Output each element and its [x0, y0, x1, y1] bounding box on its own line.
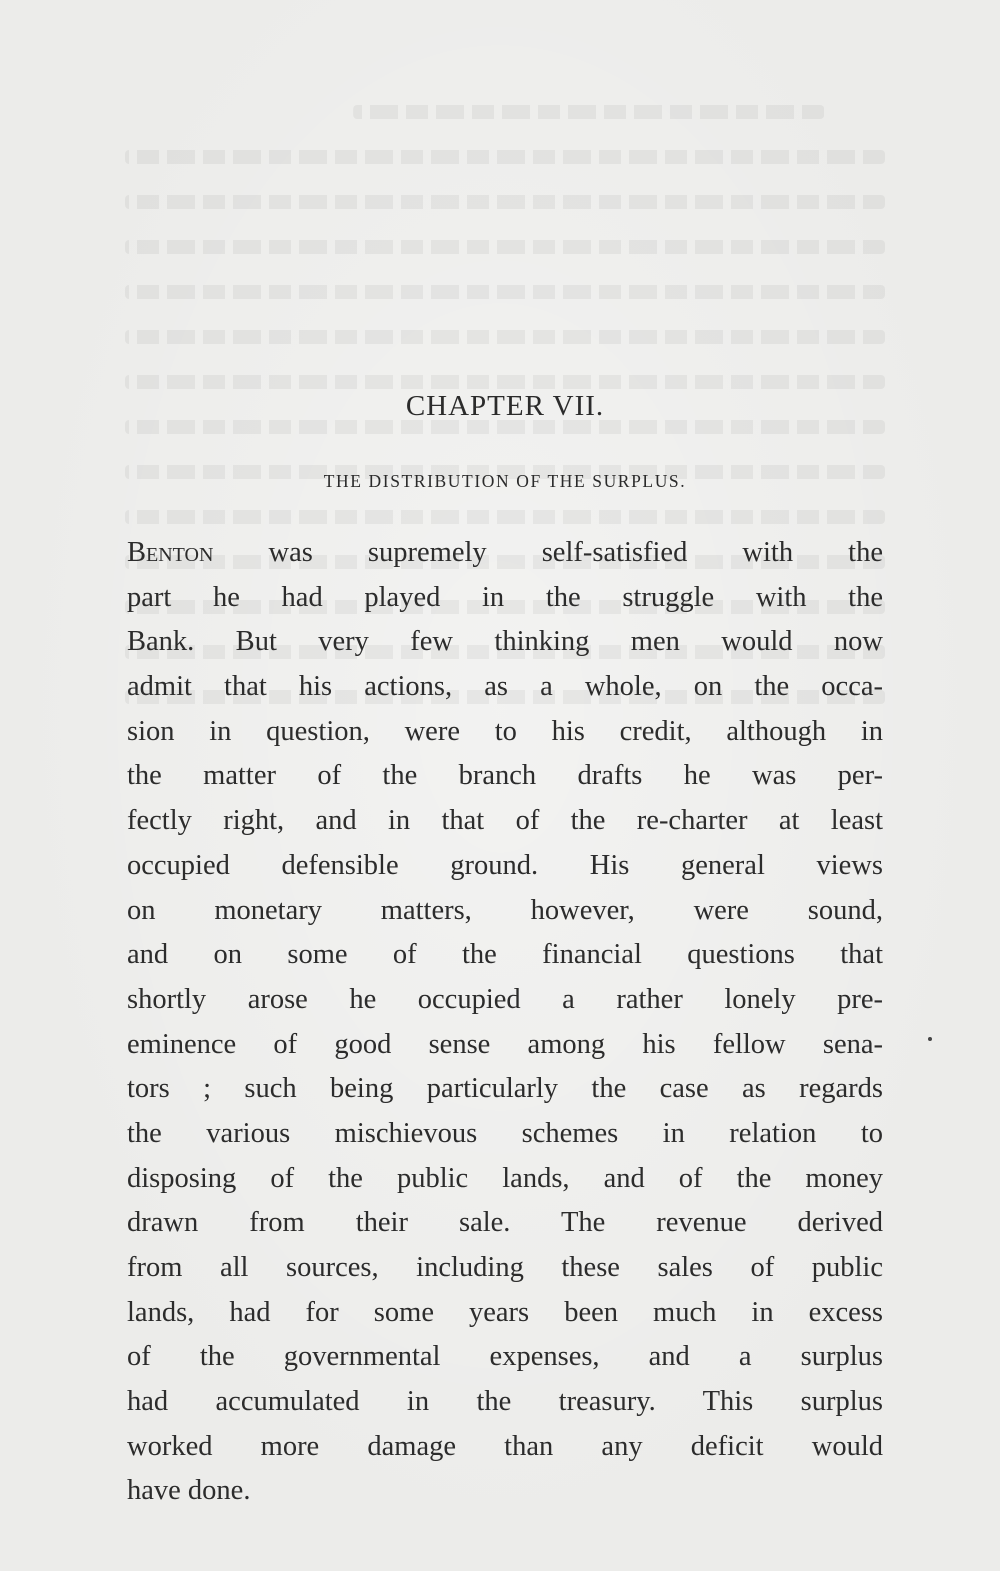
chapter-body-paragraph [127, 531, 883, 1514]
body-line: occupied defensible ground. His general views [127, 849, 883, 881]
body-line: the matter of the branch drafts he was per- [127, 760, 883, 792]
body-line: the various mischievous schemes in relation to [127, 1117, 883, 1149]
chapter-title: CHAPTER VII. [405, 390, 605, 422]
body-line: on monetary matters, however, were sound, [127, 894, 883, 926]
body-line: part he had played in the struggle with the [127, 581, 883, 613]
lead-word: Benton [127, 537, 214, 568]
body-line: disposing of the public lands, and of the money [127, 1162, 883, 1194]
body-line: lands, had for some years been much in excess [127, 1296, 883, 1328]
margin-ink-mark [928, 1037, 932, 1041]
body-line: of the governmental expenses, and a surplus [127, 1341, 883, 1373]
body-line: worked more damage than any deficit would [127, 1430, 883, 1462]
body-line: Bank. But very few thinking men would now [127, 626, 883, 658]
body-line: and on some of the financial questions that [127, 939, 883, 971]
body-line: drawn from their sale. The revenue derived [127, 1207, 883, 1239]
first-line-rest: was supremely self-satisfied with the [213, 537, 883, 568]
body-line-last: have done. [127, 1475, 251, 1507]
body-line: admit that his actions, as a whole, on the occa- [127, 671, 883, 703]
body-line: eminence of good sense among his fellow sena- [127, 1028, 883, 1060]
body-line: sion in question, were to his credit, although in [127, 715, 883, 747]
body-line: fectly right, and in that of the re-charter at least [127, 805, 883, 837]
body-line: tors ; such being particularly the case as regards [127, 1073, 883, 1105]
body-line-first [127, 531, 883, 576]
body-line: from all sources, including these sales of public [127, 1252, 883, 1283]
body-line: shortly arose he occupied a rather lonely pre- [127, 983, 883, 1015]
chapter-subtitle: THE DISTRIBUTION OF THE SURPLUS. [323, 471, 687, 491]
body-line: had accumulated in the treasury. This surplus [127, 1386, 883, 1418]
